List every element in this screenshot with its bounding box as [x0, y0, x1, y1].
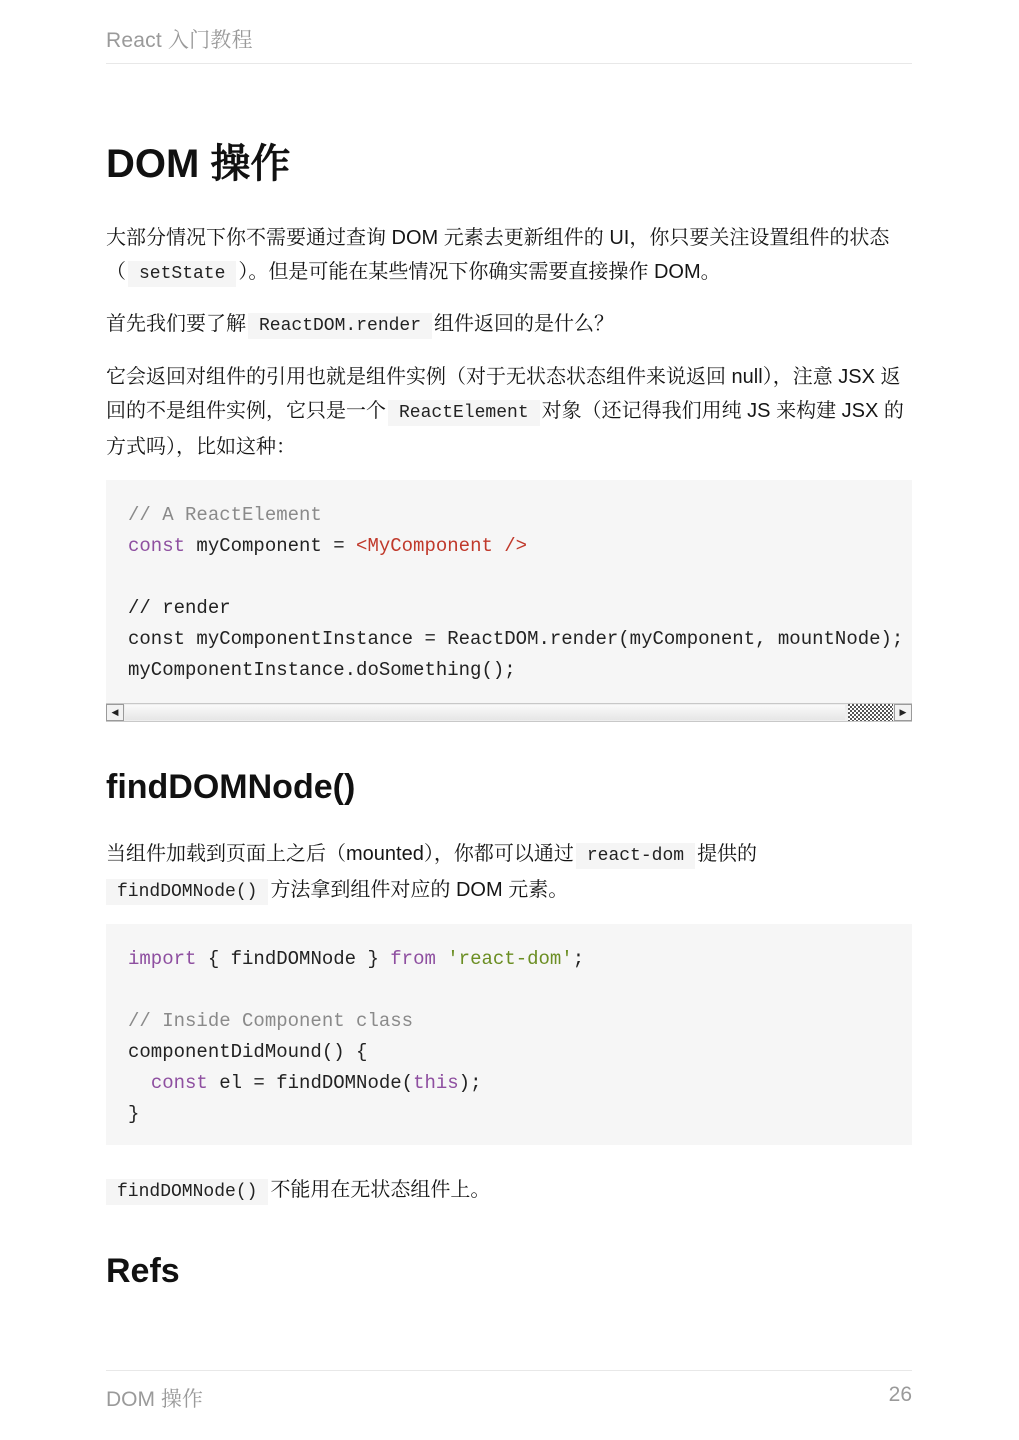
- code-text: componentDidMound() {: [128, 1041, 368, 1063]
- code-comment: // Inside Component class: [128, 1010, 414, 1032]
- code-block-finddomnode: [106, 924, 912, 1145]
- stateless-note-text: 不能用在无状态组件上。: [270, 1179, 491, 1201]
- scrollbar-thumb[interactable]: [848, 704, 893, 721]
- header-divider: [106, 63, 912, 64]
- finddomnode-text-3: 方法拿到组件对应的 DOM 元素。: [270, 879, 569, 901]
- inline-code-finddomnode-note: findDOMNode(): [106, 1179, 268, 1205]
- finddomnode-text-1: 当组件加载到页面上之后（mounted），你都可以通过: [106, 843, 574, 865]
- document-page: [106, 0, 912, 1440]
- running-header: React 入门教程: [106, 29, 253, 52]
- section-heading-refs: Refs: [106, 1252, 180, 1290]
- scroll-left-arrow-icon[interactable]: ◀: [106, 704, 124, 721]
- stateless-note-paragraph: [106, 1173, 912, 1209]
- intro-paragraph: [106, 221, 912, 291]
- code-text: myComponent =: [185, 535, 357, 557]
- render-question-paragraph: [106, 307, 912, 343]
- code-keyword: const: [150, 1072, 208, 1094]
- code-text: }: [128, 1103, 140, 1125]
- code-text: el = findDOMNode(: [207, 1072, 414, 1094]
- section-heading-finddomnode: findDOMNode(): [106, 768, 356, 806]
- render-text-2: 组件返回的是什么？: [434, 313, 615, 335]
- code-text: { findDOMNode }: [196, 948, 391, 970]
- code-comment: // A ReactElement: [128, 504, 322, 526]
- finddomnode-text-2: 提供的: [697, 843, 758, 865]
- code-string: 'react-dom': [447, 948, 573, 970]
- intro-text-2: ）。但是可能在某些情况下你确实需要直接操作 DOM。: [238, 261, 721, 283]
- page-number: 26: [888, 1383, 912, 1406]
- footer-divider: [106, 1370, 912, 1371]
- code-keyword: this: [413, 1072, 459, 1094]
- inline-code-reactdom-render: ReactDOM.render: [248, 313, 432, 339]
- scroll-right-arrow-icon[interactable]: ▶: [894, 704, 912, 721]
- footer-chapter-title: DOM 操作: [106, 1388, 203, 1411]
- instance-paragraph: [106, 360, 912, 464]
- code-comment: // render: [128, 597, 231, 619]
- code-block-content: [128, 500, 912, 686]
- code-block-react-element: [106, 480, 912, 703]
- code-jsx-tag: <MyComponent />: [356, 535, 528, 557]
- code-text: ;: [572, 948, 585, 970]
- code-text: [436, 948, 447, 970]
- inline-code-setstate: setState: [128, 261, 236, 287]
- section-heading-dom: DOM 操作: [106, 142, 291, 186]
- code-keyword: const: [128, 535, 186, 557]
- render-text-1: 首先我们要了解: [106, 313, 246, 335]
- code-block-content: [128, 944, 912, 1130]
- code-horizontal-scrollbar[interactable]: [106, 703, 912, 722]
- code-text: myComponentInstance.doSomething();: [128, 659, 516, 681]
- code-keyword: from: [390, 948, 436, 970]
- inline-code-reactelement: ReactElement: [388, 400, 540, 426]
- intro-text-1: 大部分情况下你不需要通过查询 DOM 元素去更新组件的 UI，你只要关注设置组件的状态（: [106, 227, 890, 283]
- inline-code-react-dom: react-dom: [576, 843, 695, 869]
- code-keyword: import: [128, 948, 197, 970]
- finddomnode-paragraph: [106, 837, 912, 909]
- instance-text-1: 它会返回对组件的引用也就是组件实例（对于无状态状态组件来说返回 null），注意 JSX 返回的不是组件实例，它只是一个: [106, 366, 901, 422]
- code-text: [128, 1072, 151, 1094]
- scrollbar-track[interactable]: [125, 705, 845, 720]
- code-text: const myComponentInstance = ReactDOM.render(myComponent, mountNode);: [128, 628, 904, 650]
- code-text: );: [458, 1072, 482, 1094]
- inline-code-finddomnode: findDOMNode(): [106, 879, 268, 905]
- instance-text-2: 对象（还记得我们用纯 JS 来构建 JSX 的方式吗），比如这种：: [106, 400, 904, 458]
